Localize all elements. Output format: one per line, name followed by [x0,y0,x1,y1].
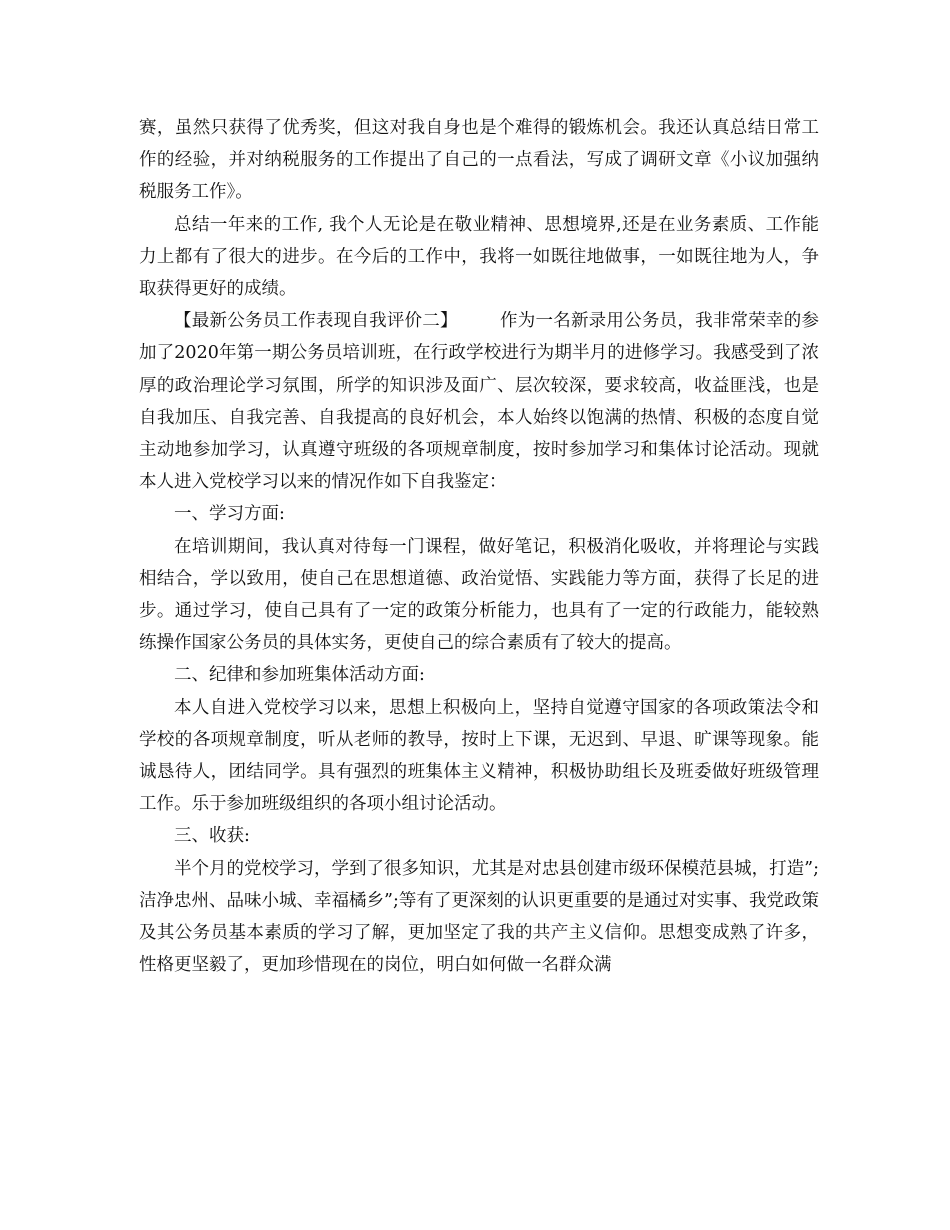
subheading: 三、收获: [174,826,250,847]
paragraph-with-heading [139,305,819,498]
paragraph: 在培训期间，我认真对待每一门课程，做好笔记，积极消化吸收，并将理论与实践相结合，学以致用，使自己在思想道德、政治觉悟、实践能力等方面，获得了长足的进步。通过学习，使自己具有了一定的政策分析能力，也具有了一定的行政能力，能较熟练操作国家公务员的具体实务，更使自己的综合素质有了较大的提高。 [139,536,819,654]
subheading: 二、纪律和参加班集体活动方面: [174,665,425,686]
section-heading: 【最新公务员工作表现自我评价二】 [174,311,458,332]
paragraph: 赛，虽然只获得了优秀奖，但这对我自身也是个难得的锻炼机会。我还认真总结日常工作的经验，并对纳税服务的工作提出了自己的一点看法，写成了调研文章《小议加强纳税服务工作》。 [139,118,819,203]
paragraph: 本人自进入党校学习以来，思想上积极向上，坚持自觉遵守国家的各项政策法令和学校的各项规章制度，听从老师的教导，按时上下课，无迟到、早退、旷课等现象。能诚恳待人，团结同学。具有强烈的班集体主义精神，积极协助组长及班委做好班级管理工作。乐于参加班级组织的各项小组讨论活动。 [139,697,819,815]
paragraph-text: 作为一名新录用公务员，我非常荣幸的参加了2020年第一期公务员培训班，在行政学校进行为期半月的进修学习。我感受到了浓厚的政治理论学习氛围，所学的知识涉及面广、层次较深，要求较高，收益匪浅，也是自我加压、自我完善、自我提高的良好机会，本人始终以饱满的热情、积极的态度自觉主动地参加学习，认真遵守班级的各项规章制度，按时参加学习和集体讨论活动。现就本人进入党校学习以来的情况作如下自我鉴定： [139,311,819,493]
subheading: 一、学习方面: [174,504,285,525]
document-body [139,112,819,981]
paragraph: 总结一年来的工作, 我个人无论是在敬业精神、思想境界,还是在业务素质、工作能力上都有了很大的进步。在今后的工作中，我将一如既往地做事，一如既往地为人，争取获得更好的成绩。 [139,214,819,300]
paragraph: 半个月的党校学习，学到了很多知识，尤其是对忠县创建市级环保模范县城，打造”;洁净忠州、品味小城、幸福橘乡”;等有了更深刻的认识更重要的是通过对实事、我党政策及其公务员基本素质的学习了解，更加坚定了我的共产主义信仰。思想变成熟了许多，性格更坚毅了，更加珍惜现在的岗位，明白如何做一名群众满 [139,858,819,976]
